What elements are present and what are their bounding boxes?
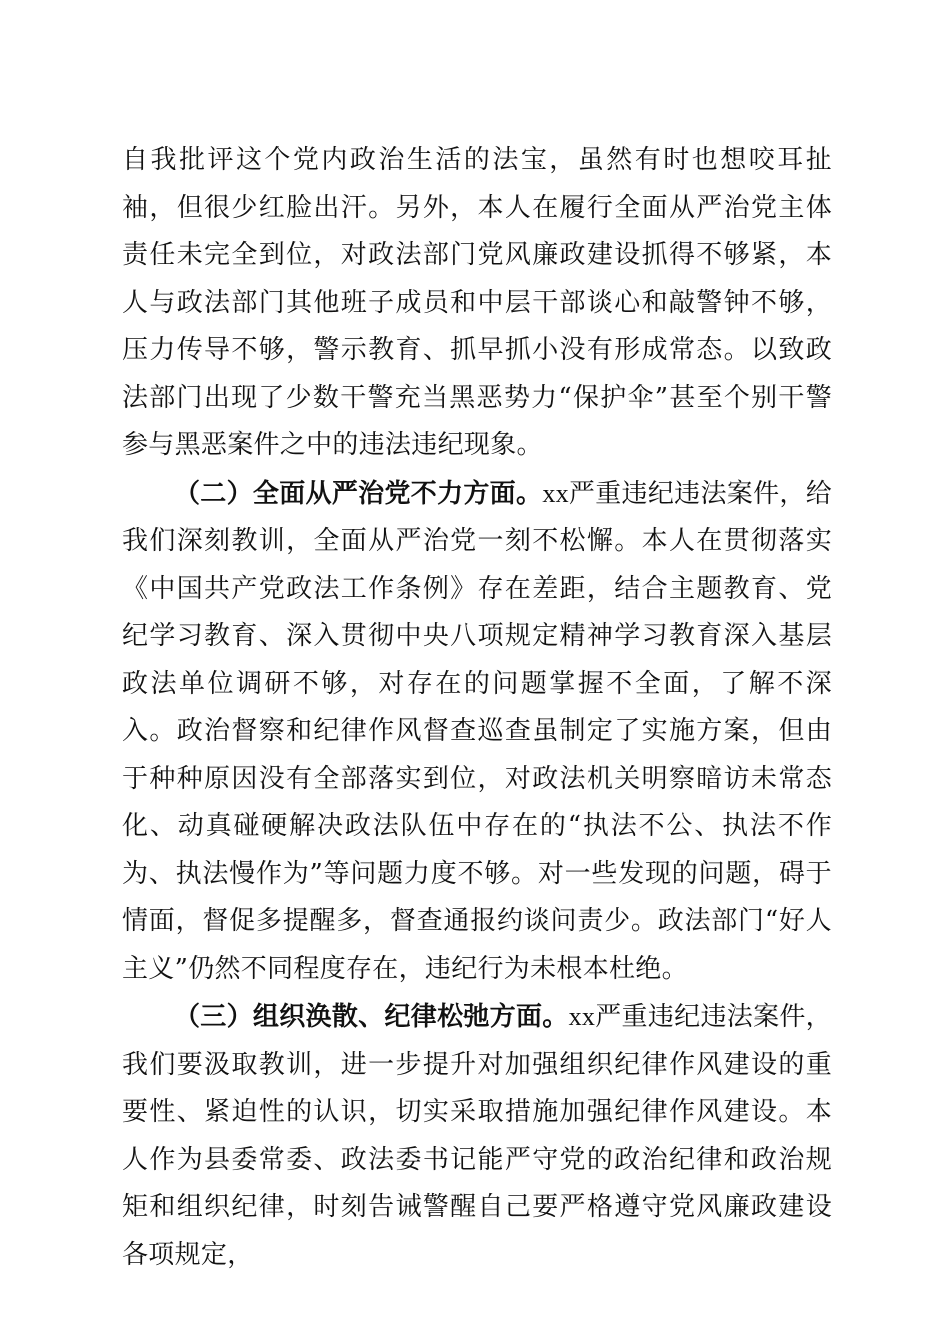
case-placeholder: xx	[568, 1002, 596, 1031]
paragraph-section-3	[122, 993, 832, 1279]
paragraph-self-criticism	[122, 137, 832, 470]
case-placeholder: xx	[542, 478, 569, 508]
paragraph-text: 严重违纪违法案件，我们要汲取教训，进一步提升对加强组织纪律作风建设的重要性、紧迫性的认识，切实采取措施加强纪律作风建设。本人作为县委常委、政法委书记能严守党的政治纪律和政治规矩和组织纪律，时刻告诫警醒自己要严格遵守党风廉政建设各项规定，	[122, 1002, 832, 1270]
paragraph-text: 自我批评这个党内政治生活的法宝，虽然有时也想咬耳扯袖，但很少红脸出汗。另外，本人在履行全面从严治党主体责任未完全到位，对政法部门党风廉政建设抓得不够紧，本人与政法部门其他班子成员和中层干部谈心和敲警钟不够，压力传导不够，警示教育、抓早抓小没有形成常态。以致政法部门出现了少数干警充当黑恶势力“保护伞”甚至个别干警参与黑恶案件之中的违法违纪现象。	[122, 145, 832, 460]
paragraph-section-2	[122, 470, 832, 994]
section-heading: （二）全面从严治党不力方面。	[174, 478, 543, 509]
document-body	[122, 137, 832, 1279]
section-heading: （三）组织涣散、纪律松弛方面。	[174, 1002, 569, 1032]
paragraph-text: 严重违纪违法案件，给我们深刻教训，全面从严治党一刻不松懈。本人在贯彻落实《中国共产党政法工作条例》存在差距，结合主题教育、党纪学习教育、深入贯彻中央八项规定精神学习教育深入基层政法单位调研不够，对存在的问题掌握不全面，了解不深入。政治督察和纪律作风督查巡查虽制定了实施方案，但由于种种原因没有全部落实到位，对政法机关明察暗访未常态化、动真碰硬解决政法队伍中存在的“执法不公、执法不作为、执法慢作为”等问题力度不够。对一些发现的问题，碍于情面，督促多提醒多，督查通报约谈问责少。政法部门“好人主义”仍然不同程度存在，违纪行为未根本杜绝。	[122, 478, 832, 984]
